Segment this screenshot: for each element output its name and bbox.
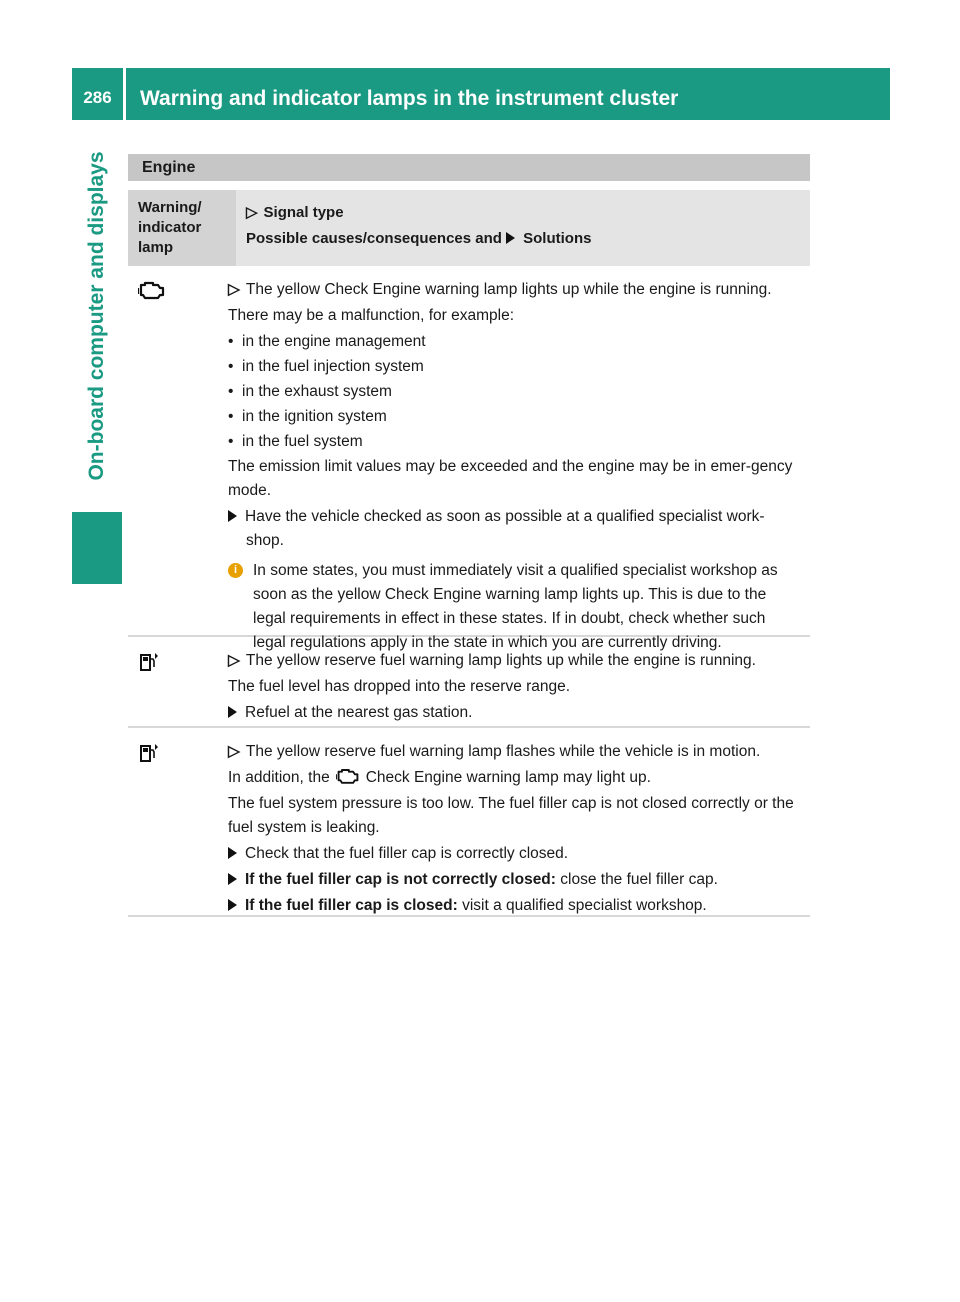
signal-text: The yellow Check Engine warning lamp lights up while the engine is running. <box>245 281 772 298</box>
side-tab-marker <box>72 512 122 584</box>
action-text: Refuel at the nearest gas station. <box>245 704 473 721</box>
signal-chevron-icon: ▷ <box>246 204 258 221</box>
page-number: 286 <box>72 68 126 120</box>
signal-chevron-icon: ▷ <box>228 281 240 298</box>
action-item <box>228 842 802 866</box>
action-item <box>228 894 802 918</box>
check-engine-icon <box>138 280 166 300</box>
row-description <box>228 637 810 726</box>
table-row <box>128 266 810 651</box>
solutions-label: Solutions <box>523 230 592 247</box>
signal-chevron-icon: ▷ <box>228 652 240 669</box>
row-description <box>228 728 810 915</box>
cause-text: There may be a malfunction, for example: <box>228 307 515 324</box>
cause-text: The fuel system pressure is too low. The fuel filler cap is not closed correctly or the fuel system is leaking. <box>228 795 794 836</box>
cause-text: Check Engine warning lamp may light up. <box>365 769 651 786</box>
consequence-text: The emission limit values may be exceeded and the engine may be in emer-gency mode. <box>228 458 793 499</box>
signal-text: The yellow reserve fuel warning lamp flashes while the vehicle is in motion. <box>245 743 761 760</box>
warning-lamp-table <box>128 154 810 917</box>
fuel-pump-icon <box>138 742 160 764</box>
action-arrow-icon <box>228 706 237 718</box>
action-arrow-icon <box>228 510 237 522</box>
list-item: • in the exhaust system <box>228 380 802 404</box>
signal-chevron-icon: ▷ <box>228 743 240 760</box>
causes-label: Possible causes/consequences and <box>246 230 502 247</box>
action-item <box>228 868 802 892</box>
section-side-label: On-board computer and displays <box>85 151 108 481</box>
table-section-title: Engine <box>128 154 810 181</box>
action-condition: If the fuel filler cap is closed: <box>245 897 458 914</box>
action-item <box>228 505 802 553</box>
note-text: In some states, you must immediately visit a qualified specialist workshop as soon as the yellow Check Engine warning lamp lights up. This is due to the legal requirements in effect in these states. If in doubt, check whether such legal regulations apply in the state in which you are currently driving. <box>253 562 778 651</box>
column-header-description <box>236 190 810 266</box>
list-item: • in the fuel injection system <box>228 355 802 379</box>
row-description <box>228 266 810 651</box>
lamp-cell <box>128 728 228 915</box>
table-header <box>128 190 810 266</box>
list-item: • in the engine management <box>228 330 802 354</box>
info-icon: i <box>228 563 243 578</box>
table-row <box>128 637 810 728</box>
lamp-cell <box>128 637 228 726</box>
action-item <box>228 701 802 725</box>
action-arrow-icon <box>228 847 237 859</box>
fuel-pump-icon <box>138 651 160 673</box>
signal-type-label: Signal type <box>263 204 344 221</box>
signal-text: The yellow reserve fuel warning lamp lights up while the engine is running. <box>245 652 756 669</box>
lamp-cell <box>128 266 228 635</box>
table-row <box>128 728 810 917</box>
action-text: visit a qualified specialist workshop. <box>462 897 707 914</box>
cause-text: In addition, the <box>228 769 330 786</box>
action-arrow-icon <box>228 899 237 911</box>
action-arrow-icon <box>506 232 515 244</box>
column-header-lamp: Warning/ indicator lamp <box>128 190 236 266</box>
action-arrow-icon <box>228 873 237 885</box>
list-item: • in the ignition system <box>228 405 802 429</box>
page-title: Warning and indicator lamps in the instrument cluster <box>140 87 679 110</box>
list-item: • in the fuel system <box>228 430 802 454</box>
action-condition: If the fuel filler cap is not correctly closed: <box>245 871 556 888</box>
cause-text: The fuel level has dropped into the reserve range. <box>228 678 571 695</box>
page-header <box>72 68 890 120</box>
action-text: close the fuel filler cap. <box>560 871 718 888</box>
check-engine-icon <box>336 767 360 785</box>
action-text: Check that the fuel filler cap is correctly closed. <box>245 845 569 862</box>
action-text: Have the vehicle checked as soon as possible at a qualified specialist work-shop. <box>245 508 765 549</box>
